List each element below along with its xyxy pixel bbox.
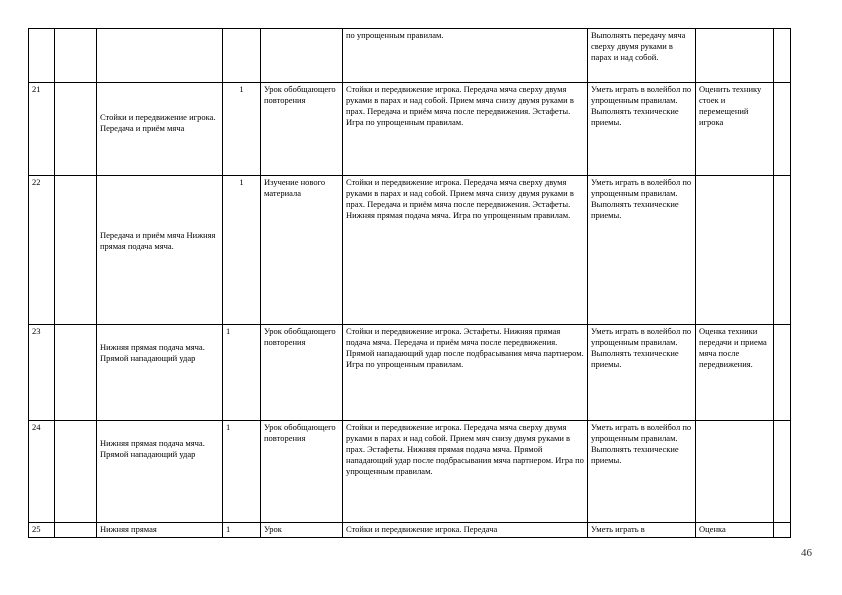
empty-cell <box>55 83 97 176</box>
table-row <box>29 523 791 538</box>
lesson-topic-text: Нижняя прямая подача мяча. Прямой нападающий удар <box>100 438 205 459</box>
lesson-topic-text: Нижняя прямая подача мяча. Прямой нападающий удар <box>100 342 205 363</box>
table-row <box>29 83 791 176</box>
lesson-topic <box>97 29 223 83</box>
empty-cell <box>55 325 97 421</box>
lesson-type: Урок обобщающего повторения <box>261 325 343 421</box>
lesson-content: Стойки и передвижение игрока. Передача мяча сверху двумя руками в парах и над собой. Прием мяч снизу двумя руками в прах. Эстафеты. Нижняя прямая подача мяча. Прямой нападающий удар после подбрасывания мяча партнером. Игра по упрощенным правилам. <box>343 421 588 523</box>
lesson-content: по упрощенным правилам. <box>343 29 588 83</box>
lesson-control: Оценка техники передачи и приема мяча после передвижения. <box>696 325 774 421</box>
empty-cell <box>774 83 791 176</box>
lesson-control: Оценка <box>696 523 774 538</box>
empty-cell <box>774 421 791 523</box>
lesson-plan-table <box>28 28 791 538</box>
lesson-topic <box>97 325 223 421</box>
empty-cell <box>55 29 97 83</box>
lesson-number: 22 <box>29 176 55 325</box>
table-row <box>29 325 791 421</box>
empty-cell <box>774 176 791 325</box>
lesson-hours <box>223 29 261 83</box>
table-row <box>29 421 791 523</box>
lesson-type <box>261 29 343 83</box>
lesson-content: Стойки и передвижение игрока. Передача <box>343 523 588 538</box>
lesson-control <box>696 29 774 83</box>
empty-cell <box>774 523 791 538</box>
lesson-control: Оценить технику стоек и перемещений игрока <box>696 83 774 176</box>
lesson-type: Урок <box>261 523 343 538</box>
lesson-requirements: Выполнять передачу мяча сверху двумя руками в парах и над собой. <box>588 29 696 83</box>
lesson-requirements: Уметь играть в <box>588 523 696 538</box>
lesson-hours: 1 <box>223 83 261 176</box>
page-number: 46 <box>801 547 812 559</box>
lesson-hours: 1 <box>223 523 261 538</box>
lesson-requirements: Уметь играть в волейбол по упрощенным правилам. Выполнять технические приемы. <box>588 325 696 421</box>
empty-cell <box>774 325 791 421</box>
lesson-topic-text: Стойки и передвижение игрока. Передача и приём мяча <box>100 112 216 133</box>
lesson-requirements: Уметь играть в волейбол по упрощенным правилам. Выполнять технические приемы. <box>588 176 696 325</box>
lesson-number: 24 <box>29 421 55 523</box>
lesson-content: Стойки и передвижение игрока. Передача мяча сверху двумя руками в парах и над собой. Прием мяча снизу двумя руками в прах. Передача и приём мяча после передвижения. Эстафеты. Игра по упрощенным правилам. <box>343 83 588 176</box>
lesson-topic <box>97 83 223 176</box>
lesson-hours: 1 <box>223 421 261 523</box>
lesson-number: 25 <box>29 523 55 538</box>
lesson-content: Стойки и передвижение игрока. Эстафеты. Нижняя прямая подача мяча. Передача и приём мяча после передвижения. Прямой нападающий удар после подбрасывания мяча партнером. Игра по упрощенным правилам. <box>343 325 588 421</box>
lesson-hours: 1 <box>223 325 261 421</box>
lesson-requirements: Уметь играть в волейбол по упрощенным правилам. Выполнять технические приемы. <box>588 421 696 523</box>
lesson-type: Изучение нового материала <box>261 176 343 325</box>
lesson-type: Урок обобщающего повторения <box>261 83 343 176</box>
empty-cell <box>774 29 791 83</box>
lesson-hours: 1 <box>223 176 261 325</box>
lesson-type: Урок обобщающего повторения <box>261 421 343 523</box>
lesson-content: Стойки и передвижение игрока. Передача мяча сверху двумя руками в парах и над собой. Прием мяча снизу двумя руками в прах. Передача и приём мяча после передвижения. Эстафеты. Нижняя прямая подача мяча. Игра по упрощенным правилам. <box>343 176 588 325</box>
lesson-topic <box>97 421 223 523</box>
lesson-topic: Нижняя прямая <box>97 523 223 538</box>
lesson-control <box>696 421 774 523</box>
empty-cell <box>55 176 97 325</box>
empty-cell <box>55 523 97 538</box>
lesson-control <box>696 176 774 325</box>
lesson-number: 21 <box>29 83 55 176</box>
lesson-topic <box>97 176 223 325</box>
lesson-topic-text: Передача и приём мяча Нижняя прямая подача мяча. <box>100 230 216 251</box>
lesson-number: 23 <box>29 325 55 421</box>
table-row <box>29 29 791 83</box>
lesson-number <box>29 29 55 83</box>
empty-cell <box>55 421 97 523</box>
table-row <box>29 176 791 325</box>
lesson-requirements: Уметь играть в волейбол по упрощенным правилам. Выполнять технические приемы. <box>588 83 696 176</box>
